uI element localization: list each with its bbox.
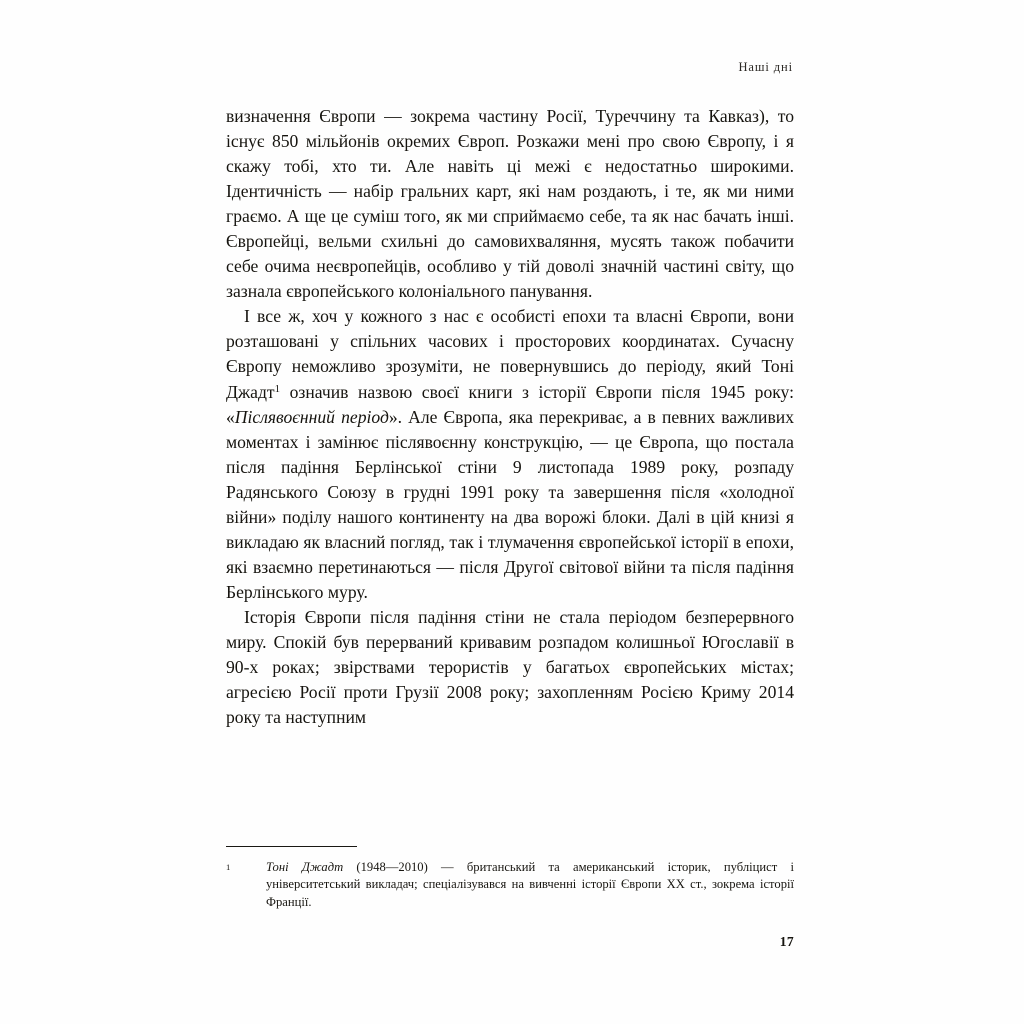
- paragraph: І все ж, хоч у кожного з нас є особисті епохи та власні Європи, вони розташовані у спільних часових і просторових координатах. Сучасну Європу неможливо зрозуміти, не повернувшись до періоду, який Тоні Джадт$^1$ означив назвою своєї книги з історії Європи після 1945 року: «Післявоєнний період». Але Європа, яка перекриває, а в певних важливих моментах і замінює післявоєнну конструкцію, — це Європа, що постала після падіння Берлінської стіни 9 листопада 1989 року, розпаду Радянського Союзу в грудні 1991 року та завершення після «холодної війни» поділу нашого континенту на два ворожі блоки. Далі в цій книзі я викладаю як власний погляд, так і тлумачення європейської історії в епохи, які взаємно перетинаються — після Другої світової війни та після падіння Берлінського муру.: [226, 306, 794, 602]
- footnote: [226, 859, 794, 911]
- page-number: 17: [779, 934, 794, 949]
- paragraph: визначення Європи — зокрема частину Росії, Туреччину та Кавказ), то існує 850 мільйонів окремих Європ. Розкажи мені про свою Європу, і я скажу тобі, хто ти. Але навіть ці межі є недостатньо широкими. Ідентичність — набір гральних карт, які нам роздають, і те, як ми ними граємо. А ще це суміш того, як ми сприймаємо себе, та як нас бачать інші. Європейці, вельми схильні до самовихваляння, мусять також побачити себе очима неєвропейців, особливо у тій доволі значній частині світу, що зазнала європейського колоніального панування.: [226, 106, 794, 302]
- main-text-block: [226, 104, 794, 730]
- italic-title: Післявоєнний період: [234, 406, 389, 427]
- italic-title: Тоні Джадт: [266, 860, 344, 874]
- paragraph: Історія Європи після падіння стіни не стала періодом безперервного миру. Спокій був перерваний кривавим розпадом колишньої Югославії в 90-х роках; звірствами терористів у багатьох європейських містах; агресією Росії проти Грузії 2008 року; захопленням Росією Криму 2014 року та наступним: [226, 606, 794, 728]
- footnote-separator-rule: [226, 846, 357, 847]
- running-head: Наші дні: [738, 60, 793, 74]
- footnote-marker: 1: [226, 862, 231, 872]
- footnote-reference[interactable]: 1: [274, 382, 281, 395]
- footnote-area: [226, 846, 794, 911]
- footnote-text: Тоні Джадт (1948—2010) — британський та американський історик, публіцист і університетський викладач; спеціалізувався на вивченні історії Європи XX ст., зокрема історії Франції.: [266, 860, 794, 909]
